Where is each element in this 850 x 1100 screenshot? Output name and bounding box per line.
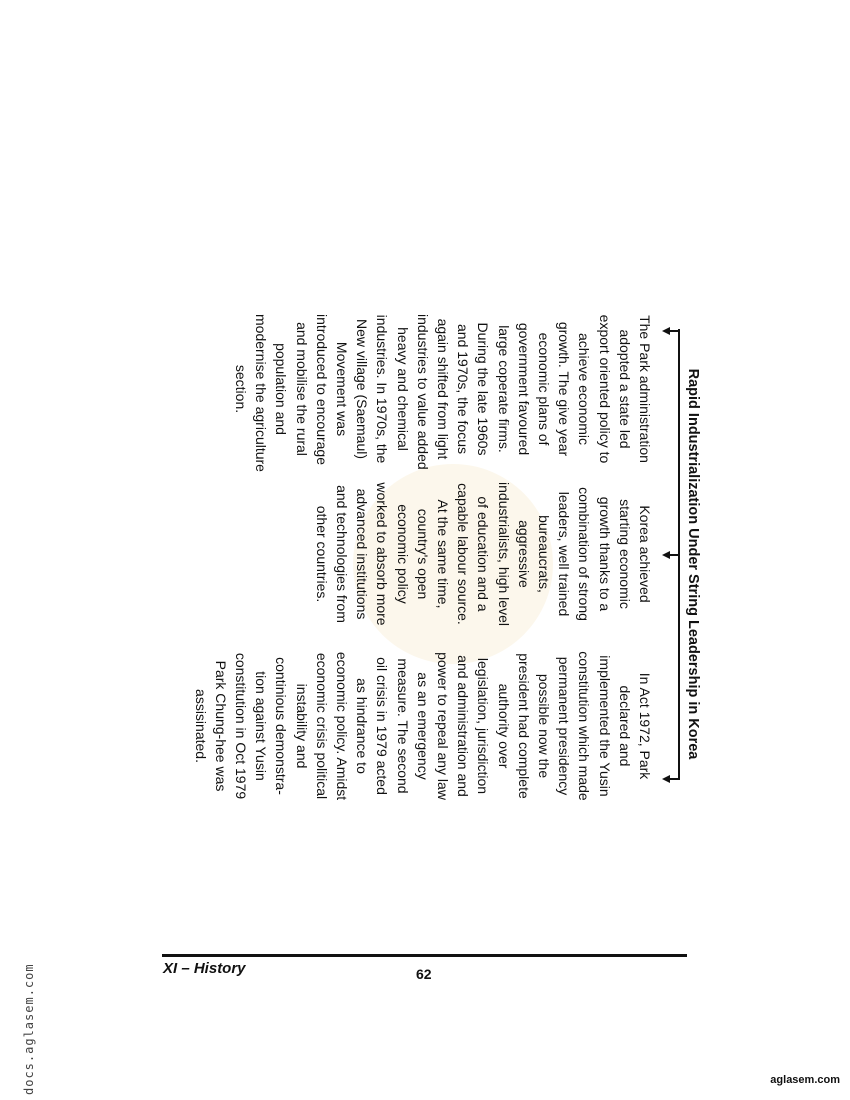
column-text-line: modernise the agriculture [253,314,270,472]
column-text-line: and technologies from [333,485,350,623]
side-watermark-url: docs.aglasem.com [22,963,36,1095]
column-text-line: declared and [616,685,633,767]
column-text-line: implemented the Yusin [596,655,613,797]
column-text-line: permanent presidency [556,656,573,796]
arrow-down-icon [662,775,670,783]
column-text-line: of education and a [475,496,492,612]
column-text-line: worked to absorb more [374,482,391,626]
brand-label: aglasem.com [770,1074,840,1086]
footer-rule [162,954,687,957]
column-text-line: combination of strong [576,487,593,621]
column-text-line: growth. The give year [556,321,573,457]
column-text-line: continious demonstra- [273,657,290,795]
column-text-line: measure. The second [394,658,411,794]
column-text-line: aggressive [515,520,532,588]
column-text-line: During the late 1960s [475,322,492,456]
column-text-line: Korea achieved [637,505,653,603]
column-text-line: constitution which made [576,651,593,801]
column-text-line: At the same time, [434,499,451,609]
column-text-line: Park Chung-hee was [212,660,229,792]
column-text-line: possible now the [535,673,552,779]
column-text-line: constitution in Oct 1979 [232,652,249,800]
column-text-line: tion against Yusin [253,671,270,781]
column-text-line: advanced institutions [354,488,371,620]
column-text-line: instability and [293,683,310,769]
column-korea-achieved [312,479,655,629]
footer-subject-label: XI – History [163,960,246,977]
column-text-line: In Act 1972, Park [637,672,653,780]
column-text-line: bureaucrats, [535,515,552,593]
column-text-line: economic policy [394,504,411,604]
rotated-flow-diagram [192,314,703,814]
column-text-line: achieve economic [576,332,593,446]
column-text-line: industries. In 1970s, the [374,314,391,464]
column-text-line: as an emergency [414,672,431,780]
column-text-line: section. [232,364,249,414]
column-text-line: legislation, jurisdiction [475,657,492,795]
column-text-line: export oriented policy to [596,314,613,464]
column-text-line: capable labour source. [455,483,472,625]
column-text-line: economic crisis political [313,652,330,800]
column-text-line: as hindrance to [354,678,371,774]
column-text-line: population and [273,343,290,435]
column-text-line: and 1970s, the focus [455,324,472,454]
column-text-line: leaders, well trained [556,491,573,617]
column-yusin-constitution [190,651,655,801]
column-text-line: Movement was [333,341,350,437]
page-number: 62 [416,966,432,982]
column-text-line: country's open [414,508,431,600]
column-text-line: industrialists, high level [495,482,512,626]
column-text-line: government favoured [515,322,532,456]
column-text-line: growth thanks to a [596,496,613,612]
column-text-line: power to repeal any law [434,652,451,800]
column-text-line: starting economic [616,499,633,609]
column-text-line: other countries. [313,505,330,603]
column-text-line: adopted a state led [616,329,633,449]
arrow-down-icon [662,327,670,335]
diagram-title: Rapid Industrialization Under String Leadership in Korea [685,368,701,760]
column-text-line: New village (Saemaul) [354,318,371,460]
arrow-down-icon [662,551,670,559]
column-text-line: large coperate firms. [495,325,512,453]
column-text-line: industries to value added [414,314,431,470]
column-text-line: The Park administration [637,315,653,463]
column-text-line: introduced to encourage [313,314,330,465]
column-text-line: heavy and chemical [394,327,411,451]
column-text-line: president had complete [515,653,532,799]
column-text-line: assisinated. [192,689,209,763]
column-text-line: and mobilise the rural [293,322,310,456]
column-text-line: and administration and [455,655,472,797]
connector-drop-line-1 [670,330,680,332]
column-park-administration [231,314,655,472]
connector-drop-line-2 [670,554,680,556]
column-text-line: oil crisis in 1979 acted [374,657,391,795]
column-text-line: economic plans of [535,332,552,446]
column-text-line: again shifted from light [434,318,451,460]
column-text-line: economic policy. Amidst [333,651,350,801]
connector-drop-line-3 [670,778,680,780]
column-text-line: authority over [495,683,512,769]
